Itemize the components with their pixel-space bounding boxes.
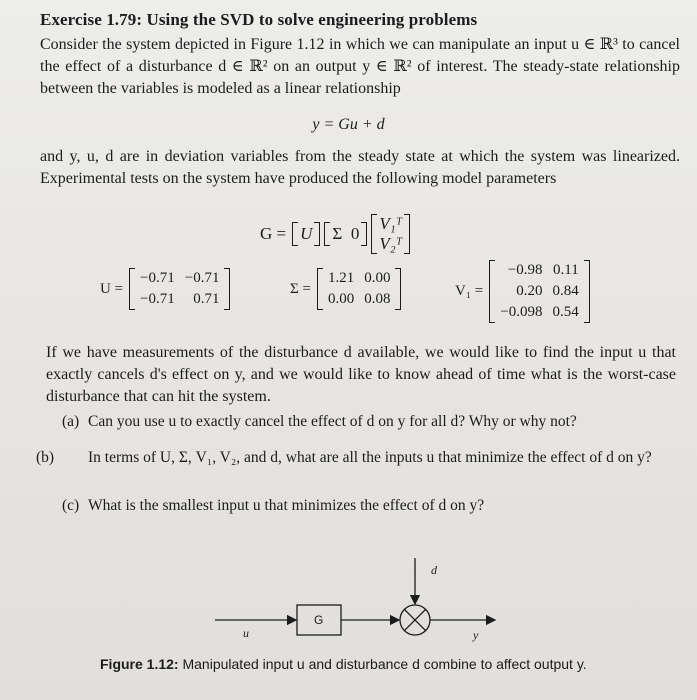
intro-paragraph: Consider the system depicted in Figure 1.12 in which we can manipulate an input u ∈ ℝ³ to cancel the effect of a disturbance d ∈ ℝ² on an output y ∈ ℝ² of interest. The steady-state relationship between the variables is modeled as a linear relationship bbox=[40, 36, 680, 97]
label-y: y bbox=[473, 628, 479, 642]
u-cell: −0.71 bbox=[140, 291, 175, 307]
v1-matrix-label: V₁ = bbox=[455, 283, 484, 299]
v1-matrix bbox=[489, 260, 589, 323]
label-g: G bbox=[314, 613, 324, 627]
sigma-matrix bbox=[317, 268, 402, 310]
question-a bbox=[62, 412, 672, 432]
sigma-cell: 0.00 bbox=[364, 270, 391, 286]
u-matrix-eq bbox=[100, 268, 230, 310]
v1-cell: 0.11 bbox=[553, 262, 579, 278]
svd-equation bbox=[260, 214, 410, 254]
v1-cell: 0.20 bbox=[516, 283, 543, 299]
u-matrix bbox=[129, 268, 230, 310]
v-transpose-block: V₁ᵀ V₂ᵀ bbox=[371, 214, 410, 254]
v1-cell: 0.84 bbox=[552, 283, 579, 299]
question-label: (c) bbox=[62, 497, 80, 514]
sigma-cell: 0.00 bbox=[327, 291, 355, 307]
sigma-cell: 1.21 bbox=[327, 270, 355, 286]
block-diagram bbox=[0, 540, 697, 655]
u-cell: −0.71 bbox=[184, 270, 220, 286]
v1-cell: 0.54 bbox=[552, 304, 579, 320]
caption-text: Manipulated input u and disturbance d combine to affect output y. bbox=[182, 656, 587, 672]
sigma-zero-block: Σ 0 bbox=[324, 222, 367, 246]
u-matrix-label: U = bbox=[100, 280, 124, 297]
measurement-paragraph: If we have measurements of the disturbance d available, we would like to find the input u that exactly cancels d's effect on y, and we would like to know ahead of time what is the worst-case disturbance that can hit the system. bbox=[46, 344, 676, 405]
question-text: What is the smallest input u that minimizes the effect of d on y? bbox=[88, 497, 485, 514]
u-cell: −0.71 bbox=[140, 270, 175, 286]
question-text: In terms of U, Σ, V₁, V₂, and d, what are all the inputs u that minimize the effect of d on y? bbox=[88, 449, 652, 466]
u-block: U bbox=[292, 222, 320, 246]
v1-matrix-eq bbox=[455, 260, 590, 323]
model-equation: y = Gu + d bbox=[312, 116, 385, 133]
sigma-matrix-eq bbox=[290, 268, 401, 310]
svd-lhs: G = bbox=[260, 224, 287, 243]
question-c bbox=[62, 496, 672, 516]
v1-cell: −0.098 bbox=[500, 304, 543, 320]
label-d: d bbox=[431, 563, 437, 577]
exercise-title: Exercise 1.79: Using the SVD to solve engineering problems bbox=[40, 10, 478, 29]
deviation-paragraph: and y, u, d are in deviation variables from the steady state at which the system was linearized. Experimental tests on the system have produced the following model parameters bbox=[40, 148, 680, 187]
question-text: Can you use u to exactly cancel the effect of d on y for all d? Why or why not? bbox=[88, 413, 577, 430]
question-label: (a) bbox=[62, 413, 80, 430]
v1-cell: −0.98 bbox=[507, 262, 543, 278]
question-label: (b) bbox=[36, 449, 55, 466]
question-b bbox=[36, 448, 678, 468]
figure-caption bbox=[100, 656, 587, 672]
u-cell: 0.71 bbox=[193, 291, 220, 307]
label-u: u bbox=[243, 626, 249, 640]
caption-prefix: Figure 1.12: bbox=[100, 656, 179, 672]
sigma-matrix-label: Σ = bbox=[290, 280, 311, 297]
sigma-cell: 0.08 bbox=[364, 291, 391, 307]
